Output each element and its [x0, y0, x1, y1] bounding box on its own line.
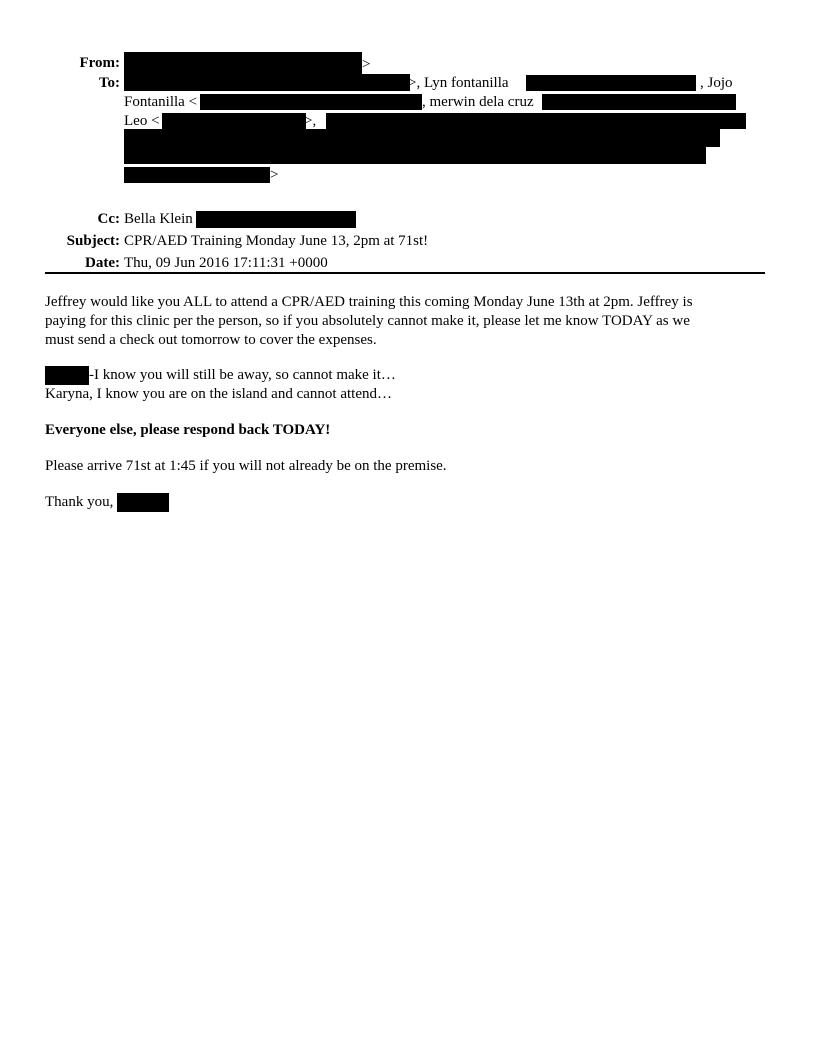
to-line2-a: Fontanilla <: [124, 94, 198, 110]
to-line3-b: >,: [304, 113, 317, 129]
redaction-block: [45, 366, 89, 385]
email-header: [0, 52, 816, 274]
para1-line2: paying for this clinic per the person, so if you absolutely cannot make it, please let me know TODAY as we: [45, 313, 690, 329]
redaction-block: [124, 129, 720, 147]
paragraph-2: [45, 366, 765, 404]
cc-label: Cc:: [97, 211, 120, 227]
redaction-block: [124, 167, 270, 183]
from-row: [0, 52, 816, 74]
line-arrive: Please arrive 71st at 1:45 if you will not already be on the premise.: [45, 458, 447, 474]
to-line2-b: , merwin dela cruz: [422, 94, 534, 110]
signoff-row: [45, 493, 765, 512]
paragraph-1: [45, 293, 765, 350]
redaction-block: [542, 94, 736, 110]
cc-row: [0, 208, 816, 230]
to-line6-tail: >: [270, 167, 279, 183]
redaction-block: [326, 113, 746, 129]
redaction-block: [124, 74, 410, 91]
subject-label: Subject:: [66, 233, 120, 249]
line-thanks: Thank you,: [45, 494, 114, 510]
to-line-2: [124, 93, 764, 112]
redaction-block: [162, 113, 306, 129]
from-label: From:: [79, 55, 120, 71]
to-recipients: [124, 74, 764, 188]
para1-line1: Jeffrey would like you ALL to attend a CPR/AED training this coming Monday June 13th at 2pm. Jeffrey is: [45, 294, 693, 310]
line-away-row: [45, 366, 765, 385]
redaction-block: [526, 75, 696, 91]
redaction-block: [200, 94, 422, 110]
redaction-block: [124, 146, 706, 164]
to-line1-a: >, Lyn fontanilla: [408, 75, 509, 91]
header-divider: [45, 272, 765, 274]
from-tail: >: [362, 56, 371, 73]
cc-value: [124, 208, 356, 230]
cc-name: Bella Klein: [124, 211, 193, 227]
redaction-block: [196, 211, 356, 228]
line-away: -I know you will still be away, so cannot make it…: [89, 367, 396, 383]
date-value: Thu, 09 Jun 2016 17:11:31 +0000: [124, 255, 328, 271]
redaction-block: [117, 493, 169, 512]
para1-line3: must send a check out tomorrow to cover the expenses.: [45, 332, 377, 348]
subject-row: [0, 230, 816, 252]
to-line1-b: , Jojo: [700, 75, 733, 91]
date-label: Date:: [85, 255, 120, 271]
line-everyone: Everyone else, please respond back TODAY!: [45, 422, 331, 438]
to-line-1: [124, 74, 764, 93]
to-label: To:: [98, 75, 120, 91]
to-row: [0, 74, 816, 188]
line-karyna: Karyna, I know you are on the island and cannot attend…: [45, 386, 392, 402]
to-line-6: [124, 169, 764, 188]
date-row: [0, 252, 816, 274]
subject-value: CPR/AED Training Monday June 13, 2pm at 71st!: [124, 233, 429, 249]
to-line3-a: Leo <: [124, 113, 160, 129]
